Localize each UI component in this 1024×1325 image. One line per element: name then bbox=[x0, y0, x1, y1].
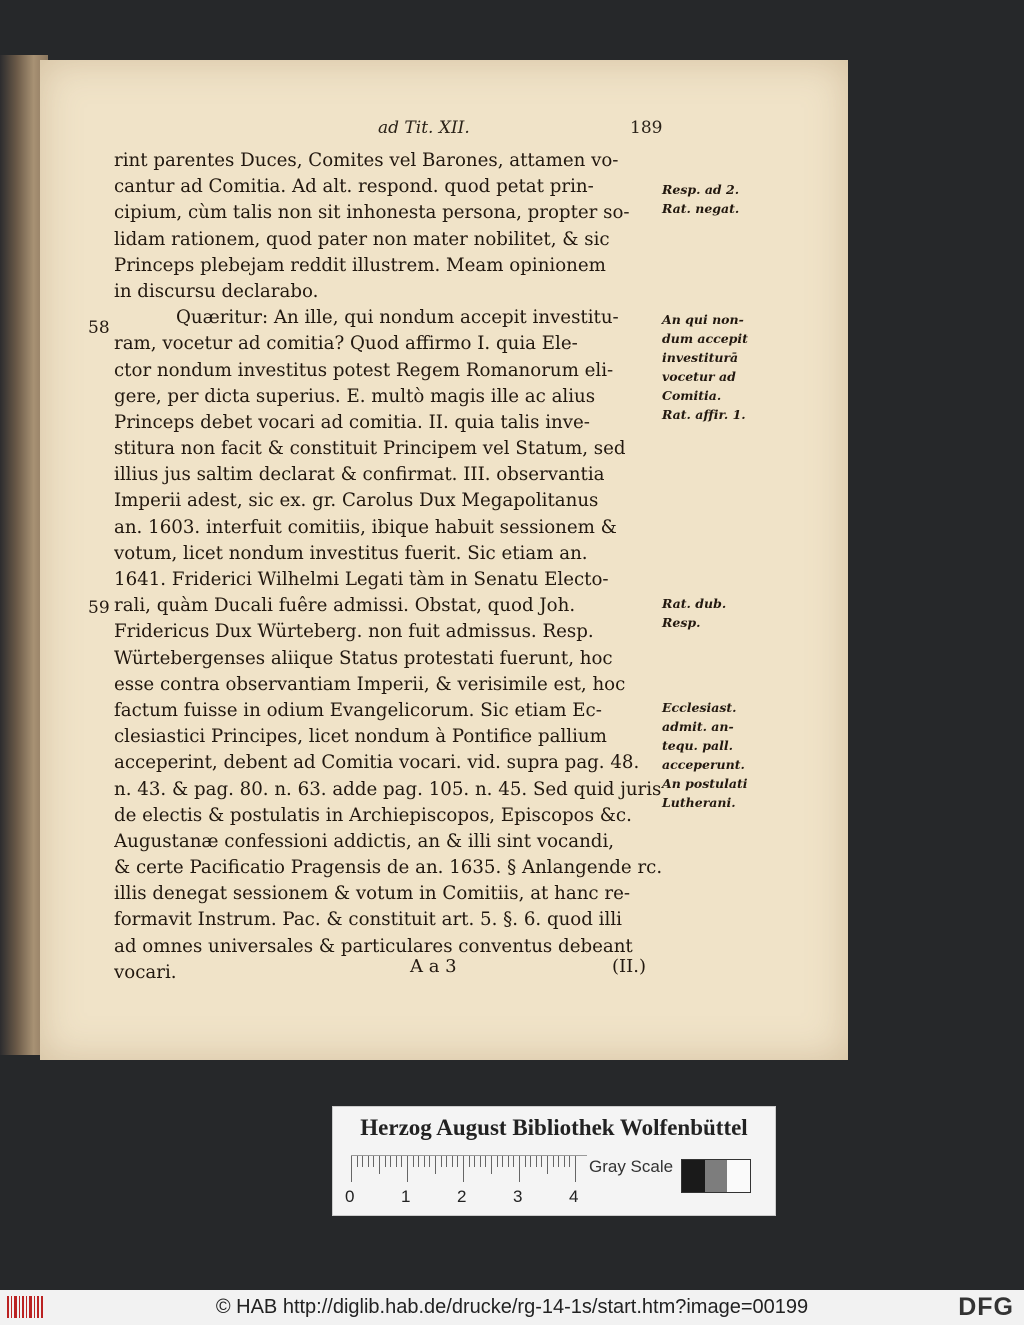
ruler-tick bbox=[373, 1156, 374, 1167]
ruler-tick bbox=[569, 1156, 570, 1167]
text-line: cipium, cùm talis non sit inhonesta persona, propter so- bbox=[114, 202, 630, 224]
text-line: de electis & postulatis in Archiepiscopos, Episcopos &c. bbox=[114, 804, 632, 826]
ruler bbox=[351, 1155, 587, 1184]
ruler-tick bbox=[547, 1156, 548, 1174]
text-line: stitura non facit & constituit Principem vel Statum, sed bbox=[114, 438, 626, 460]
note-line: admit. an- bbox=[662, 719, 734, 734]
ruler-tick bbox=[502, 1156, 503, 1167]
ruler-tick bbox=[463, 1156, 464, 1182]
ruler-tick bbox=[351, 1156, 352, 1182]
ruler-tick bbox=[390, 1156, 391, 1167]
ruler-tick bbox=[530, 1156, 531, 1167]
text-line: clesiastici Principes, licet nondum à Pontifice pallium bbox=[114, 726, 607, 748]
note-line: vocetur ad bbox=[662, 369, 736, 384]
ruler-tick bbox=[519, 1156, 520, 1182]
text-line: Fridericus Dux Würteberg. non fuit admissus. Resp. bbox=[114, 621, 594, 643]
text-line: rint parentes Duces, Comites vel Barones, attamen vo- bbox=[114, 150, 619, 171]
ruler-tick bbox=[536, 1156, 537, 1167]
note-line: Rat. negat. bbox=[662, 201, 740, 216]
note-line: investiturā bbox=[662, 350, 739, 365]
body-text bbox=[114, 148, 662, 986]
ruler-tick bbox=[457, 1156, 458, 1167]
text-line: ad omnes universales & particulares conventus debeant bbox=[114, 935, 633, 957]
ruler-tick bbox=[469, 1156, 470, 1167]
library-scale-card bbox=[332, 1106, 776, 1216]
ruler-tick bbox=[446, 1156, 447, 1167]
running-head: ad Tit. XII. bbox=[378, 118, 470, 138]
text-line: lidam rationem, quod pater non mater nobilitet, & sic bbox=[114, 228, 610, 250]
copyright-link[interactable]: © HAB http://diglib.hab.de/drucke/rg-14-1s/start.htm?image=00199 bbox=[215, 1296, 809, 1318]
text-line: factum fuisse in odium Evangelicorum. Sic etiam Ec- bbox=[114, 699, 602, 721]
text-line: gere, per dicta superius. E. multò magis ille ac alius bbox=[114, 385, 596, 407]
ruler-tick bbox=[429, 1156, 430, 1167]
ruler-number: 2 bbox=[457, 1187, 467, 1206]
ruler-tick bbox=[435, 1156, 436, 1174]
marginal-note bbox=[662, 310, 782, 424]
ruler-number: 3 bbox=[513, 1187, 523, 1206]
ruler-tick bbox=[441, 1156, 442, 1167]
ruler-tick bbox=[413, 1156, 414, 1167]
ruler-tick bbox=[385, 1156, 386, 1167]
ruler-number: 0 bbox=[345, 1187, 355, 1206]
ruler-tick bbox=[474, 1156, 475, 1167]
ruler-number: 4 bbox=[569, 1187, 579, 1206]
ruler-tick bbox=[491, 1156, 492, 1174]
gray-scale-swatch bbox=[681, 1159, 751, 1193]
footer-bar bbox=[0, 1290, 1024, 1325]
text-line: in discursu declarabo. bbox=[114, 280, 319, 302]
marginal-note bbox=[662, 180, 782, 218]
ruler-tick bbox=[407, 1156, 408, 1182]
dfg-logo: DFG bbox=[958, 1293, 1014, 1321]
ruler-tick bbox=[513, 1156, 514, 1167]
page-number: 189 bbox=[630, 118, 663, 138]
note-line: acceperunt. bbox=[662, 757, 745, 772]
ruler-tick bbox=[541, 1156, 542, 1167]
note-line: An postulati bbox=[662, 776, 748, 791]
ruler-tick bbox=[553, 1156, 554, 1167]
text-line: Quæritur: An ille, qui nondum accepit investitu- bbox=[176, 307, 619, 329]
text-line: & certe Pacificatio Pragensis de an. 1635. § Anlangende rc. bbox=[114, 857, 662, 879]
note-line: Ecclesiast. bbox=[662, 700, 737, 715]
text-line: esse contra observantiam Imperii, & verisimile est, hoc bbox=[114, 673, 626, 695]
text-line: ctor nondum investitus potest Regem Romanorum eli- bbox=[114, 359, 614, 381]
text-line: Würtebergenses aliique Status protestati fuerunt, hoc bbox=[114, 647, 613, 669]
marginal-note bbox=[662, 594, 782, 632]
gray-swatch bbox=[727, 1160, 750, 1192]
ruler-tick bbox=[558, 1156, 559, 1167]
ruler-tick bbox=[357, 1156, 358, 1167]
ruler-tick bbox=[497, 1156, 498, 1167]
ruler-tick bbox=[575, 1156, 576, 1182]
text-line: Augustanæ confessioni addictis, an & illi sint vocandi, bbox=[114, 830, 615, 852]
marginal-note bbox=[662, 698, 782, 812]
text-line: votum, licet nondum investitus fuerit. Sic etiam an. bbox=[114, 542, 588, 564]
margin-number: 59 bbox=[88, 598, 110, 618]
text-line: formavit Instrum. Pac. & constituit art. 5. §. 6. quod illi bbox=[114, 909, 622, 931]
text-line: Imperii adest, sic ex. gr. Carolus Dux Megapolitanus bbox=[114, 490, 599, 512]
note-line: Resp. ad 2. bbox=[662, 182, 740, 197]
text-line: Princeps plebejam reddit illustrem. Meam opinionem bbox=[114, 254, 606, 276]
ruler-tick bbox=[508, 1156, 509, 1167]
ruler-tick bbox=[362, 1156, 363, 1167]
note-line: Lutherani. bbox=[662, 795, 736, 810]
ruler-labels bbox=[345, 1187, 595, 1207]
text-line: 1641. Friderici Wilhelmi Legati tàm in Senatu Electo- bbox=[114, 569, 609, 590]
note-line: An qui non- bbox=[662, 312, 744, 327]
text-line: illius jus saltim declarat & confirmat. III. observantia bbox=[114, 464, 605, 486]
text-line: illis denegat sessionem & votum in Comitiis, at hanc re- bbox=[114, 883, 630, 905]
text-line: acceperint, debent ad Comitia vocari. vid. supra pag. 48. bbox=[114, 752, 640, 774]
book-page bbox=[40, 60, 848, 1060]
catchword: (II.) bbox=[612, 956, 646, 977]
text-line: Princeps debet vocari ad comitia. II. quia talis inve- bbox=[114, 411, 590, 433]
ruler-tick bbox=[424, 1156, 425, 1167]
margin-number: 58 bbox=[88, 318, 110, 338]
note-line: tequ. pall. bbox=[662, 738, 733, 753]
ruler-tick bbox=[480, 1156, 481, 1167]
gray-scale-label: Gray Scale bbox=[589, 1157, 674, 1176]
note-line: Rat. dub. bbox=[662, 596, 727, 611]
text-line: vocari. bbox=[114, 961, 177, 983]
library-title: Herzog August Bibliothek Wolfenbüttel bbox=[360, 1115, 748, 1140]
note-line: dum accepit bbox=[662, 331, 748, 346]
ruler-tick bbox=[418, 1156, 419, 1167]
signature-mark: A a 3 bbox=[410, 956, 457, 977]
ruler-tick bbox=[401, 1156, 402, 1167]
ruler-tick bbox=[368, 1156, 369, 1167]
text-line: an. 1603. interfuit comitiis, ibique habuit sessionem & bbox=[114, 516, 617, 538]
note-line: Resp. bbox=[662, 615, 701, 630]
ruler-tick bbox=[485, 1156, 486, 1167]
ruler-tick bbox=[379, 1156, 380, 1174]
text-line: n. 43. & pag. 80. n. 63. adde pag. 105. n. 45. Sed quid juris bbox=[114, 778, 662, 800]
ruler-tick bbox=[525, 1156, 526, 1167]
text-line: rali, quàm Ducali fuêre admissi. Obstat, quod Joh. bbox=[114, 595, 576, 617]
ruler-tick bbox=[564, 1156, 565, 1167]
gray-swatch bbox=[705, 1160, 728, 1192]
note-line: Comitia. bbox=[662, 388, 722, 403]
note-line: Rat. affir. 1. bbox=[662, 407, 746, 422]
ruler-tick bbox=[396, 1156, 397, 1167]
text-line: cantur ad Comitia. Ad alt. respond. quod petat prin- bbox=[114, 176, 594, 198]
text-line: ram, vocetur ad comitia? Quod affirmo I. quia Ele- bbox=[114, 333, 578, 355]
ruler-tick bbox=[452, 1156, 453, 1167]
ruler-number: 1 bbox=[401, 1187, 411, 1206]
gray-swatch bbox=[682, 1160, 705, 1192]
